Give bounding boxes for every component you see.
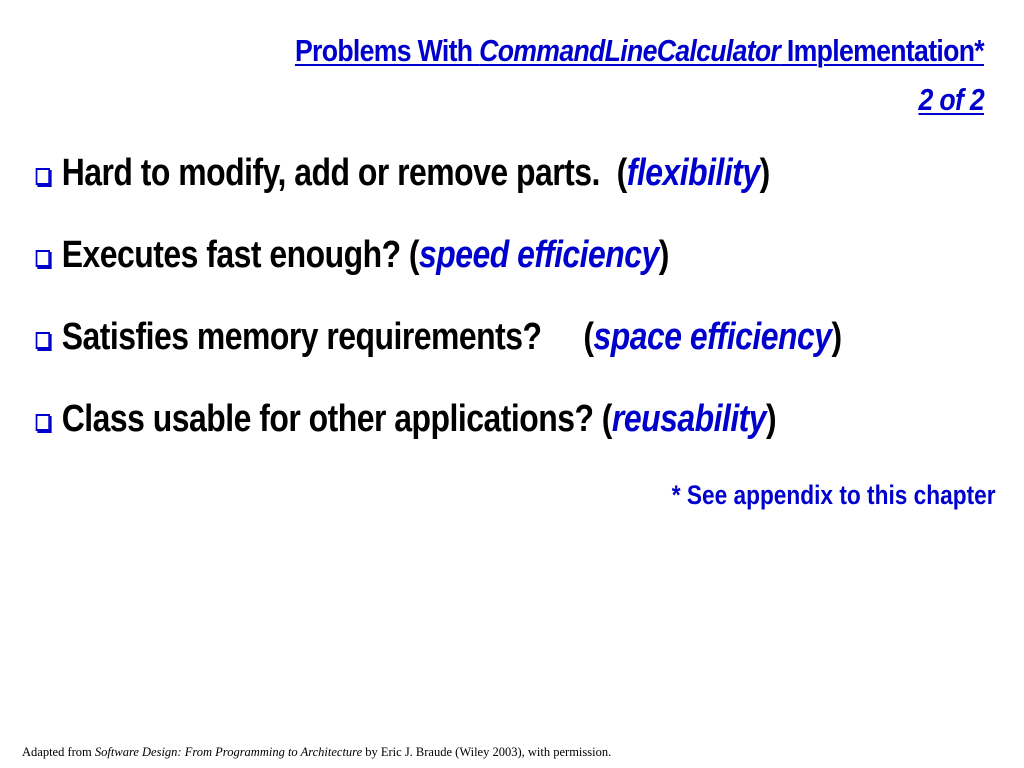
bullet-item: Satisfies memory requirements? ( space efficiency ) [34,296,1024,378]
square-bullet-icon [36,250,50,267]
square-bullet-icon [36,332,50,349]
bullet-item: Class usable for other applications? ( reusability ) [34,378,1024,460]
bullet-list [34,132,1024,460]
square-bullet-icon [36,168,50,185]
bullet-emphasis: speed efficiency [419,233,659,276]
title-line-1: Problems With CommandLineCalculator Implementation* [294,33,984,68]
bullet-emphasis: reusability [611,397,767,440]
title-page-indicator: 2 of 2 [918,82,984,117]
bullet-emphasis: space efficiency [593,315,832,358]
bullet-item: Hard to modify, add or remove parts. ( flexibility ) [34,132,1024,214]
bullet-item: Executes fast enough? ( speed efficiency ) [34,214,1024,296]
book-title: Software Design: From Programming to Architecture [94,745,363,759]
source-footer: Adapted from Software Design: From Programming to Architecture by Eric J. Braude (Wiley 2003), with permission. [22,745,612,759]
slide-title [164,26,984,124]
appendix-note: * See appendix to this chapter [672,480,996,510]
title-class-name: CommandLineCalculator [479,33,781,68]
square-bullet-icon [36,414,50,431]
bullet-emphasis: flexibility [626,151,760,194]
